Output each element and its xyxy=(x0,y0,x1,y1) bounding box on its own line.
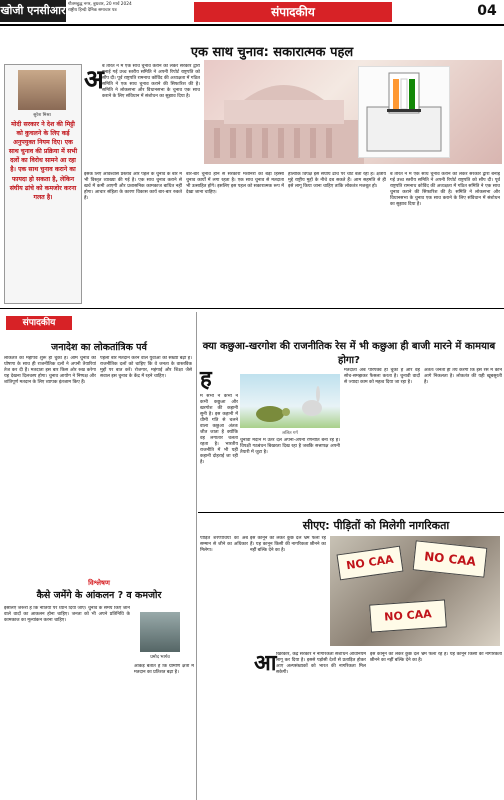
date-line: गौतमबुद्ध नगर, बुधवार, 20 मार्च 2024 xyxy=(68,2,132,7)
tortoise-hare-image xyxy=(240,374,340,428)
masthead-brand: खोजी एनसीआर xyxy=(0,0,66,22)
quote-author: सुरेश मिश्रा xyxy=(33,113,51,118)
header-rule xyxy=(0,24,504,26)
middle-col-1: म सभी ने कभी न कभी कछुआ और खरगोश की कहानी सुनी है। इस कहानी में धीमी गति से चलने वाला कछुआ अंततः जीत जाता है क्योंकि वह लगातार चलता रहता है। भारतीय राजनीति में भी यही कहानी दोहराई जा रही है। xyxy=(200,394,238,465)
author-photo xyxy=(18,70,66,110)
analysis-col-1: इसलिए जरूरी है कि नीतियों पर ध्यान दिया जाए। चुनाव के समय किए जाने वाले वादों का आकलन होना चाहिए। जनता को भी अपने प्रतिनिधि के कामकाज का मूल्यांकन करना चाहिए। xyxy=(4,606,130,623)
editorial-tag: संपादकीय xyxy=(6,316,72,330)
lead-headline: एक साथ चुनाव: सकारात्मक पहल xyxy=(190,45,354,60)
column-divider xyxy=(196,312,197,800)
section-divider xyxy=(0,308,504,309)
left-article-headline: जनादेश का लोकतांत्रिक पर्व xyxy=(51,342,147,353)
analysis-headline: कैसे जमेंगे के आंकलन ? व कमजोर xyxy=(36,590,162,601)
section-title: संपादकीय xyxy=(194,2,392,22)
left-article-col-1: लोकतंत्र का महापर्व शुरू हो चुका है। आम चुनाव की घोषणा के साथ ही राजनीतिक दलों ने अपनी तैयारियां तेज कर दी हैं। मतदाता इस बार किस ओर रुख करेगा यह देखना दिलचस्प होगा। चुनाव आयोग ने निष्पक्ष और शांतिपूर्ण मतदान के लिए व्यापक इंतजाम किए हैं। xyxy=(4,356,96,385)
protest-sign: NO CAA xyxy=(337,546,404,581)
subline: राष्ट्रीय हिन्दी दैनिक समाचार पत्र xyxy=(68,8,117,13)
left-article-col-2: पहली बार मतदान करने वाले युवाओं की संख्या बढ़ी है। राजनीतिक दलों को चाहिए कि वे जनता के वास्तविक मुद्दों पर बात करें। रोजगार, महंगाई और शिक्षा जैसे सवाल इस चुनाव के केंद्र में रहने चाहिए। xyxy=(100,356,192,379)
caa-col-1: खिरकार, केंद्र सरकार ने नागरिकता संशोधन अधिनियम लागू कर दिया है। इससे पड़ोसी देशों से प्रताड़ित होकर आए अल्पसंख्यकों को भारत की नागरिकता मिल सकेगी। xyxy=(276,652,366,675)
image-caption: ललित गर्ग xyxy=(282,431,298,436)
protest-photo xyxy=(330,536,500,646)
caa-col-2: इस कानून को लेकर कुछ दल भ्रम फैला रहे हैं। यह कानून किसी की नागरिकता छीनने का नहीं बल्कि देने का है। xyxy=(370,652,502,663)
lead-col-2: बार-बार चुनाव होने से सरकारी मशीनरी का बड़ा हिस्सा चुनाव कार्यों में लगा रहता है। एक साथ चुनाव से मतदाता भी उत्साहित होंगे। इसलिए इस पहल को सकारात्मक रूप में देखा जाना चाहिए। xyxy=(186,172,284,195)
caa-dropcap: आ xyxy=(254,651,277,676)
middle-col-4: अंततः जनता ही तय करेगी कि इस रेस में कौन आगे निकलता है। लोकतंत्र की यही खूबसूरती है। xyxy=(424,368,502,385)
middle-dropcap: ह xyxy=(200,367,212,392)
lead-dropcap: अ xyxy=(84,65,104,95)
analysis-author: प्रमोद भार्गव xyxy=(150,655,170,660)
middle-col-lead xyxy=(218,368,238,390)
author-photo xyxy=(140,612,180,652)
lead-col-1: इसके लिए अविश्वास प्रस्ताव और पहले के चुनाव के बारे में भी विस्तृत व्याख्या की गई है। एक साथ चुनाव कराने से खर्च में कमी आएगी और प्रशासनिक कामकाज बाधित नहीं होगा। आचार संहिता के कारण विकास कार्य बार-बार रुकते हैं। xyxy=(84,172,182,201)
race-illustration xyxy=(240,374,340,428)
masthead-date xyxy=(68,2,168,14)
ballot-box-illustration xyxy=(358,66,450,158)
middle-col-2: चुनावी मैदान में उतरे दल अपनी-अपनी रणनीति बना रहे हैं। विपक्षी गठबंधन बिखरता दिख रहा है जबकि सत्तापक्ष अपनी तैयारी में जुटा है। xyxy=(240,438,340,455)
middle-col-3: मतदाता अब परिपक्व हो चुका है और वह सोच-समझकर फैसला करता है। चुनावी वादों से ज्यादा काम को महत्व दिया जा रहा है। xyxy=(344,368,420,385)
voting-icon xyxy=(359,67,449,157)
caa-headline: सीएए: पीड़ितों को मिलेगी नागरिकता xyxy=(302,519,450,532)
analysis-tag: विश्लेषण xyxy=(88,579,110,587)
analysis-col-2: आंकड़े बताते हैं कि ग्रामीण क्षेत्रों में मतदान का प्रतिशत बढ़ा है। xyxy=(134,664,194,675)
lead-col-3: हालांकि विपक्ष इसे संघीय ढांचे पर चोट बता रहा है। क्षेत्रीय मुद्दे राष्ट्रीय मुद्दों के नीचे दब सकते हैं। आम सहमति से ही इसे लागू किया जाना चाहिए ताकि लोकतंत्र मजबूत हो। xyxy=(288,172,386,189)
lead-col-1a: ब तीरत ने में एक साथ चुनाव कराने को लेकर सरकार द्वारा बनाई गई उच्च स्तरीय समिति ने अपनी रिपोर्ट राष्ट्रपति को सौंप दी। पूर्व राष्ट्रपति रामनाथ कोविंद की अध्यक्षता में गठित समिति ने एक साथ चुनाव कराने की सिफारिश की है। समिति ने लोकसभा और विधानसभा के चुनाव एक साथ कराने के लिए संविधान में संशोधन का सुझाव दिया है। xyxy=(102,64,200,99)
section-divider-2 xyxy=(198,512,504,513)
lead-col-4: ब तीरत ने में एक साथ चुनाव कराने को लेकर सरकार द्वारा बनाई गई उच्च स्तरीय समिति ने अपनी रिपोर्ट राष्ट्रपति को सौंप दी। पूर्व राष्ट्रपति रामनाथ कोविंद की अध्यक्षता में गठित समिति ने एक साथ चुनाव कराने की सिफारिश की है। समिति ने लोकसभा और विधानसभा के चुनाव एक साथ कराने के लिए संविधान में संशोधन का सुझाव दिया है। xyxy=(390,172,500,207)
middle-headline: क्या कछुआ-खरगोश की राजनीतिक रेस में भी कछुआ ही बाजी मारने में कामयाब होगा? xyxy=(202,341,496,366)
caa-side-col: पीड़ित शरणार्थियों को अब सम्मान से जीने का अधिकार मिलेगा। xyxy=(200,536,248,553)
protest-sign: NO CAA xyxy=(413,540,488,577)
caa-col-0: इस कानून को लेकर कुछ दल भ्रम फैला रहे हैं। यह कानून किसी की नागरिकता छीनने का नहीं बल्कि देने का है। xyxy=(250,536,326,553)
protest-sign: NO CAA xyxy=(369,599,447,632)
quote-text: मोदी सरकार ने देश की मिट्टी को कुचलने के लिए कई अनुपयुक्त नियम दिए। एक साथ चुनाव की प्रक्रिया में सभी दलों का विरोध सामने आ रहा है। एक साथ चुनाव कराने का फायदा हो सकता है, लेकिन संघीय ढांचे को कमजोर करना गलत है। xyxy=(8,121,78,201)
page-number: 04 xyxy=(477,3,497,19)
lead-image xyxy=(204,60,502,164)
parliament-illustration xyxy=(204,60,502,164)
